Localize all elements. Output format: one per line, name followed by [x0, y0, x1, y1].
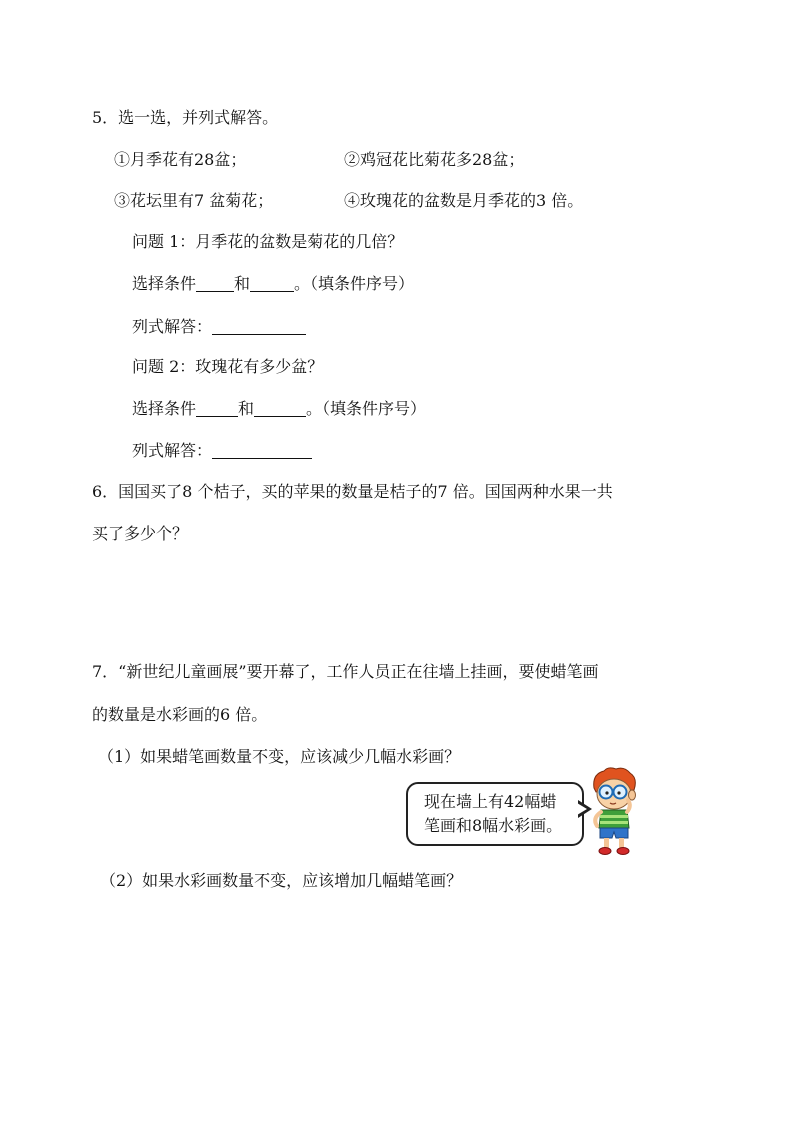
q5-problem1-answer — [132, 316, 306, 338]
bubble-text-line-2: 笔画和8幅水彩画。 — [424, 816, 563, 835]
bubble-text-line-1: 现在墙上有42幅蜡 — [424, 792, 557, 811]
answer-label: 列式解答： — [132, 317, 213, 336]
choose-and: 和 — [238, 399, 255, 418]
q5-problem2-choose — [132, 398, 426, 420]
speech-bubble — [406, 782, 584, 846]
q6-line-2: 买了多少个？ — [92, 524, 189, 543]
q5-problem2-question: 问题 2：玫瑰花有多少盆？ — [132, 357, 324, 376]
q6-line-1: 6．国国买了8 个桔子，买的苹果的数量是桔子的7 倍。国国两种水果一共 — [92, 482, 613, 501]
cartoon-boy-icon — [588, 766, 640, 858]
answer-label: 列式解答： — [132, 441, 213, 460]
condition-blank-1[interactable] — [196, 275, 234, 292]
q7-line-1: 7．“新世纪儿童画展”要开幕了，工作人员正在往墙上挂画，要使蜡笔画 — [92, 662, 599, 681]
choose-suffix: 。（填条件序号） — [294, 274, 415, 293]
choose-and: 和 — [234, 274, 251, 293]
q5-problem1-question: 问题 1：月季花的盆数是菊花的几倍？ — [132, 232, 404, 251]
q5-condition-1: ①月季花有28盆； — [114, 150, 247, 169]
q5-problem2-answer — [132, 440, 312, 462]
answer-blank[interactable] — [212, 318, 306, 335]
q7-line-2: 的数量是水彩画的6 倍。 — [92, 705, 268, 724]
choose-prefix: 选择条件 — [132, 274, 197, 293]
choose-suffix: 。（填条件序号） — [306, 399, 427, 418]
condition-blank-1[interactable] — [196, 400, 238, 417]
q5-title: 5．选一选，并列式解答。 — [92, 108, 279, 127]
q7-sub-question-1: （1）如果蜡笔画数量不变，应该减少几幅水彩画？ — [98, 747, 461, 766]
q5-condition-2: ②鸡冠花比菊花多28盆； — [344, 150, 525, 169]
choose-prefix: 选择条件 — [132, 399, 197, 418]
q5-condition-3: ③花坛里有7 盆菊花； — [114, 191, 274, 210]
answer-blank[interactable] — [212, 442, 312, 459]
q5-condition-4: ④玫瑰花的盆数是月季花的3 倍。 — [344, 191, 584, 210]
speech-bubble-tail-fill — [577, 803, 587, 815]
q7-sub-question-2: （2）如果水彩画数量不变，应该增加几幅蜡笔画？ — [100, 871, 463, 890]
q5-problem1-choose — [132, 273, 414, 295]
condition-blank-2[interactable] — [254, 400, 306, 417]
condition-blank-2[interactable] — [250, 275, 294, 292]
